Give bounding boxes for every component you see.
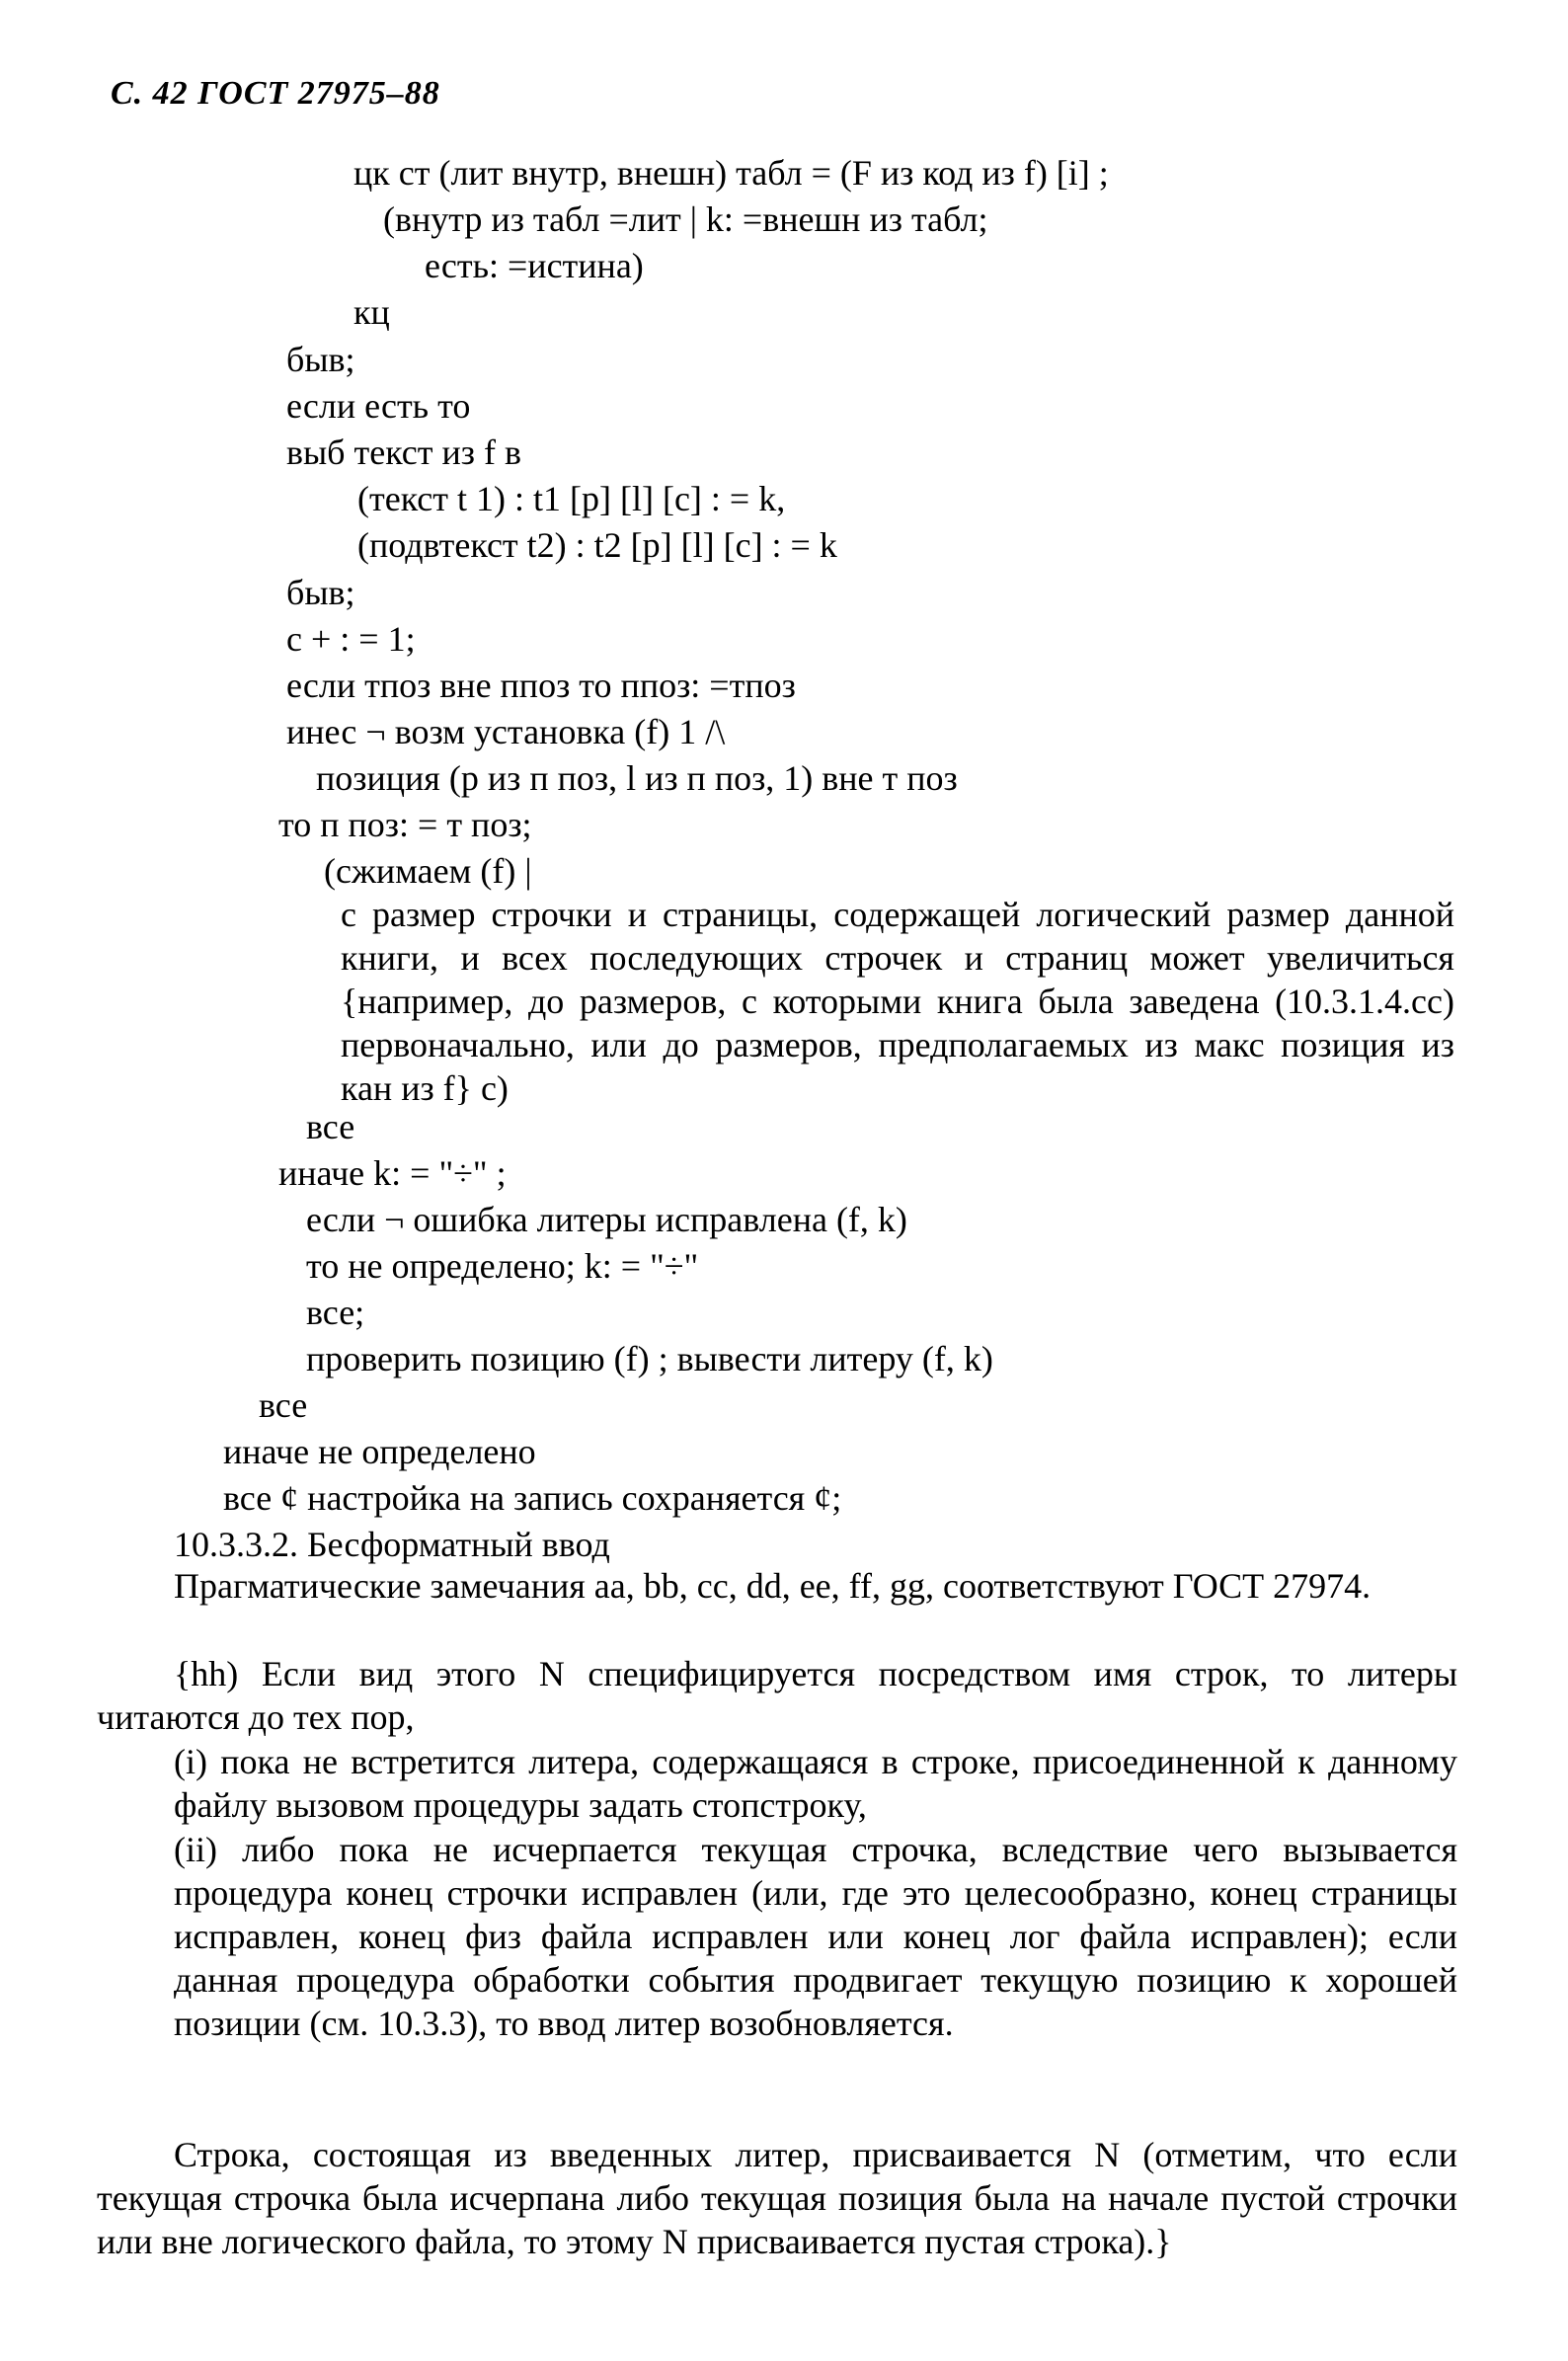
code-line: c + : = 1; xyxy=(286,619,416,659)
code-line: (внутр из табл =лит | k: =внешн из табл; xyxy=(383,199,988,239)
code-line: (сжимаем (f) | xyxy=(324,851,532,891)
page-header: С. 42 ГОСТ 27975–88 xyxy=(111,75,440,112)
code-line: если есть то xyxy=(286,386,471,426)
code-line: все xyxy=(259,1385,308,1425)
code-line: то п поз: = т поз; xyxy=(278,805,532,844)
code-line: цк ст (лит внутр, внешн) табл = (F из код из f) [i] ; xyxy=(353,153,1109,193)
code-line: проверить позицию (f) ; вывести литеру (f, k) xyxy=(306,1339,993,1378)
paragraph: (i) пока не встретится литера, содержащаяся в строке, присоединенной к данному файлу вызовом процедуры задать стопстроку, xyxy=(174,1742,1457,1825)
section-heading: 10.3.3.2. Бесформатный ввод xyxy=(174,1525,610,1564)
code-line: все ¢ настройка на запись сохраняется ¢; xyxy=(223,1478,842,1518)
paragraph: Прагматические замечания аа, bb, cc, dd, ee, ff, gg, соответствуют ГОСТ 27974. xyxy=(174,1566,1372,1606)
comment-block: с размер строчки и страницы, содержащей логический размер данной книги, и всех последующих строчек и страниц может увеличиться {например, до размеров, с которыми книга была заведена (10.3.1.4.cc) первоначально, или до размеров, предполагаемых из макс позиция из кан из f} с) xyxy=(341,895,1454,1108)
code-line: (текст t 1) : t1 [p] [l] [c] : = k, xyxy=(357,479,786,518)
code-line: то не определено; k: = "÷" xyxy=(306,1246,699,1286)
code-line: быв; xyxy=(286,573,355,612)
paragraph: Строка, состоящая из введенных литер, присваивается N (отметим, что если текущая строчка была исчерпана либо текущая позиция была на начале пустой строчки или вне логического файла, то этому N присваивается пустая строка).} xyxy=(97,2135,1457,2261)
code-line: есть: =истина) xyxy=(425,246,644,285)
code-line: иначе не определено xyxy=(223,1432,536,1471)
code-line: позиция (р из п поз, l из п поз, 1) вне т поз xyxy=(316,758,958,798)
code-line: инес ¬ возм установка (f) 1 /\ xyxy=(286,712,726,751)
paragraph: (ii) либо пока не исчерпается текущая строчка, вследствие чего вызывается процедура конец строчки исправлен (или, где это целесообразно, конец страницы исправлен, конец физ файла исправлен или конец лог файла исправлен); если данная процедура обработки события продвигает текущую позицию к хорошей позиции (см. 10.3.3), то ввод литер возобновляется. xyxy=(174,1830,1457,2043)
code-line: если ¬ ошибка литеры исправлена (f, k) xyxy=(306,1200,907,1239)
code-line: иначе k: = "÷" ; xyxy=(278,1153,507,1193)
paragraph: {hh) Если вид этого N специфицируется посредством имя строк, то литеры читаются до тех пор, xyxy=(97,1654,1457,1737)
code-line: выб текст из f в xyxy=(286,433,521,472)
code-line: если тпоз вне ппоз то ппоз: =тпоз xyxy=(286,666,796,705)
code-line: (подвтекст t2) : t2 [p] [l] [c] : = k xyxy=(357,525,837,565)
code-line: все xyxy=(306,1107,355,1146)
code-line: быв; xyxy=(286,340,355,379)
code-line: кц xyxy=(353,292,390,332)
code-line: все; xyxy=(306,1293,365,1332)
